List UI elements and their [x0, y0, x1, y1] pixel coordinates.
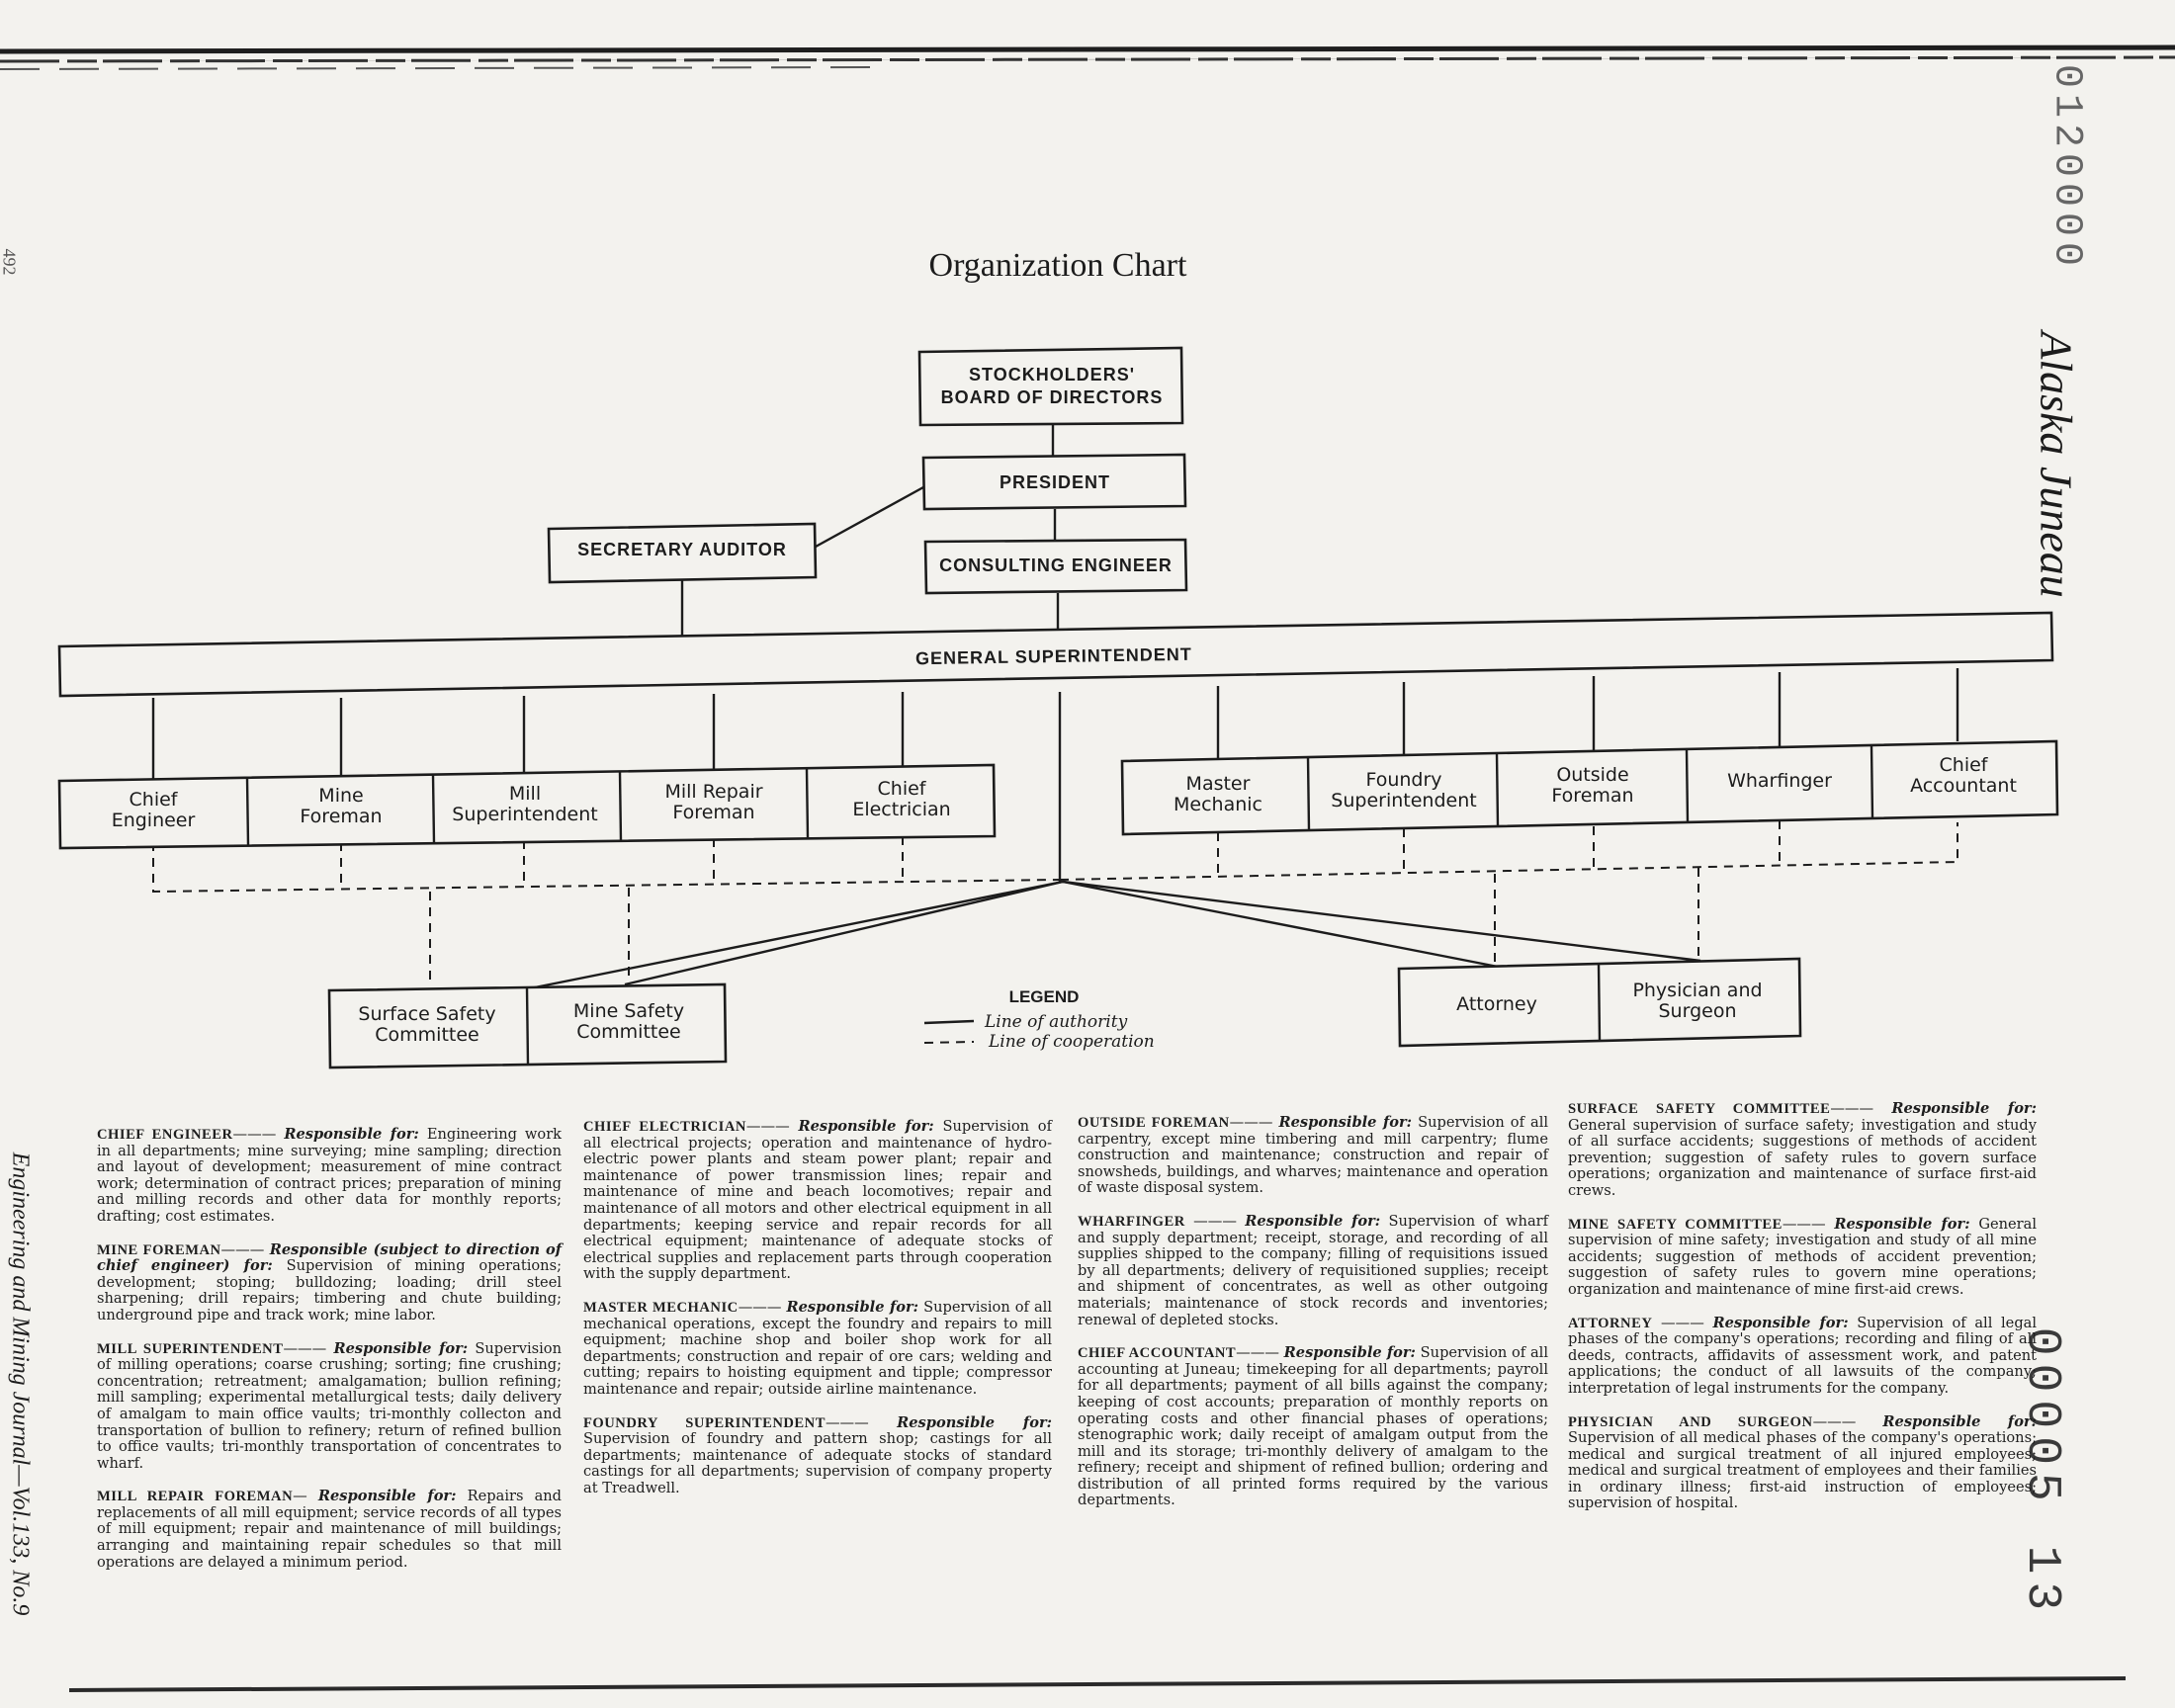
desc-chief-engineer: CHIEF ENGINEER——— Responsible for: Engineering work in all departments; mine surveying; mine sampling; direction and layout of development; measurement of mine contract work; determination of contract prices; preparation of mining and milling records and other data for monthly reports; drafting; cost estimates. [97, 1126, 563, 1225]
desc-mine-safety-committee: MINE SAFETY COMMITTEE——— Responsible for: General supervision of mine safety; investigation and study of all mine accidents; suggestion of methods of accident prevention; suggestion of safety rules to govern mine operations; organization and maintenance of mine first-aid crews. [1568, 1215, 2038, 1298]
text-column-4 [1568, 1101, 2037, 1529]
mill-repair-foreman-label-1: Mill Repair [664, 781, 763, 803]
desc-surface-safety-committee: SURFACE SAFETY COMMITTEE——— Responsible for: General supervision of surface safety; investigation and study of all surface accidents; suggestions of methods of accident prevention; suggestion of safety rules to govern surface operations; organization and maintenance of surface first-aid crews. [1568, 1100, 2038, 1199]
outside-foreman-label-1: Outside [1556, 764, 1629, 786]
journal-name: Alaska Juneau [2031, 331, 2082, 598]
chart-title: Organization Chart [928, 247, 1187, 284]
box-surface-safety-committee [358, 1003, 495, 1046]
scan-edge-bottom [69, 1678, 2126, 1690]
desc-mine-foreman: MINE FOREMAN——— Responsible (subject to direction of chief engineer) for: Supervision of mining operations; development; stoping; bulldozing; loading; drill steel sharpening; drill repairs; timbering and chute building; underground pipe and track work; mine labor. [97, 1240, 562, 1324]
mill-superintendent-label-2: Superintendent [452, 804, 598, 825]
box-master-mechanic [1174, 773, 1262, 815]
mill-repair-foreman-label-2: Foreman [672, 802, 755, 823]
desc-foundry-superintendent: FOUNDRY SUPERINTENDENT——— Responsible for: Supervision of foundry and pattern shop; castings for all departments; maintenance of adequate stocks of standard castings for all departments; supervision of company property at Treadwell. [583, 1413, 1053, 1496]
box-stockholders-board [919, 348, 1182, 425]
mine-safety-committee-label-2: Committee [576, 1021, 681, 1043]
desc-chief-electrician: CHIEF ELECTRICIAN——— Responsible for: Supervision of all electrical projects; operation and maintenance of hydro-electric power plants and steam power plant; repair and maintenance of power transmission lines; repair and maintenance of mine and beach locomotives; repair and maintenance of all motors and other electrical equipment in all departments; keeping service and repair records for all electrical equipment; maintenance of adequate stocks of electrical supplies and replacement parts through cooperation with the supply department. [583, 1118, 1052, 1283]
desc-master-mechanic: MASTER MECHANIC——— Responsible for: Supervision of all mechanical operations, except the foundry and repairs to mill equipment; machine shop and boiler shop work for all departments; construction and repair of ore cars; welding and cutting; repairs to hoisting equipment and tipple; compressor maintenance and repair; outside airline maintenance. [583, 1298, 1053, 1398]
desc-mill-repair-foreman: MILL REPAIR FOREMAN— Responsible for: Repairs and replacements of all mill equipment; service records of all types of mill equipment; repair and maintenance of mill buildings; arranging and maintaining repair schedules so that mill operations are delayed a minimum period. [97, 1488, 563, 1571]
text-column-3 [1078, 1115, 1548, 1526]
box-outside-foreman [1551, 764, 1633, 807]
outside-foreman-label-2: Foreman [1551, 785, 1634, 807]
surface-safety-committee-label-1: Surface Safety [358, 1003, 496, 1025]
surface-safety-committee-label-2: Committee [375, 1024, 479, 1046]
box-mine-safety-committee [573, 1000, 684, 1043]
stockholders-label-1: STOCKHOLDERS' [969, 365, 1135, 384]
master-mechanic-label-1: Master [1185, 773, 1251, 795]
desc-chief-accountant: CHIEF ACCOUNTANT——— Responsible for: Supervision of all accounting at Juneau; timekeeping for all departments; payroll for all departments; payment of all bills against the company; keeping of cost accounts; preparation of monthly reports on operating costs and other financial phases of operations; stenographic work; daily receipt of amalgam output from the mill and its storage; tri-monthly delivery of amalgam to the refinery; receipt and shipment of refined bullion; ordering and distribution of all printed forms required by the various departments. [1078, 1344, 1548, 1509]
chief-accountant-label-2: Accountant [1910, 775, 2017, 797]
desc-attorney: ATTORNEY ——— Responsible for: Supervision of all legal phases of the company's operations; recording and filing of all deeds, contracts, affidavits of assessment work, and patent applications; the conduct of all lawsuits of the company; interpretation of legal instruments for the company. [1568, 1314, 2038, 1397]
foundry-superintendent-label-1: Foundry [1365, 769, 1442, 791]
authority-lines [153, 425, 1958, 1023]
legend-authority-label: Line of authority [985, 1012, 1128, 1032]
physician-surgeon-label-2: Surgeon [1658, 1000, 1737, 1022]
page-number: 492 [0, 248, 20, 276]
desc-outside-foreman: OUTSIDE FOREMAN——— Responsible for: Supervision of all carpentry, except mine timbering and mill carpentry; flume construction and maintenance; construction and repair of snowsheds, buildings, and wharves; maintenance and operation of waste disposal system. [1078, 1114, 1549, 1197]
text-column-2 [583, 1119, 1052, 1513]
legend-cooperation-label: Line of cooperation [989, 1032, 1155, 1052]
chief-electrician-label-1: Chief [877, 778, 926, 800]
box-mill-repair-foreman [664, 781, 762, 823]
mine-foreman-label-1: Mine [318, 785, 364, 807]
box-consulting-engineer [925, 540, 1186, 593]
box-secretary-auditor [549, 524, 816, 582]
mine-safety-committee-label-1: Mine Safety [572, 1000, 685, 1022]
physician-surgeon-label-1: Physician and [1632, 980, 1763, 1001]
chief-electrician-label-2: Electrician [852, 799, 951, 820]
chief-engineer-label-1: Chief [129, 789, 178, 811]
chief-engineer-label-2: Engineer [111, 810, 196, 831]
box-wharfinger [1727, 770, 1832, 792]
consulting-engineer-label: CONSULTING ENGINEER [939, 555, 1173, 575]
mine-foreman-label-2: Foreman [300, 806, 383, 827]
legend-title: LEGEND [1008, 987, 1080, 1006]
chief-accountant-label-1: Chief [1939, 754, 1988, 776]
master-mechanic-label-2: Mechanic [1174, 794, 1262, 815]
journal-source: Engineering and Mining Journal—Vol.133, No.9 [7, 1152, 34, 1616]
archive-stamp-top: 0120000 [2044, 63, 2089, 273]
stockholders-label-2: BOARD OF DIRECTORS [940, 387, 1164, 407]
text-column-1 [97, 1127, 562, 1587]
desc-physician-surgeon: PHYSICIAN AND SURGEON——— Responsible for: Supervision of all medical phases of the company's operations; medical and surgical treatment of all injured employees; medical and surgical treatment of employees and their families in ordinary illness; first-aid instruction of employees; supervision of hospital. [1568, 1412, 2037, 1512]
desc-mill-superintendent: MILL SUPERINTENDENT——— Responsible for: Supervision of milling operations; coarse crushing; sorting; fine crushing; concentration; retreatment; amalgamation; bullion refining; mill sampling; experimental metallurgical tests; daily delivery of amalgam to main office vaults; tri-monthly collecton and transportation of bullion to refinery; return of refined bullion to office vaults; tri-monthly transportation of concentrates to wharf. [97, 1339, 562, 1472]
legend [984, 987, 1155, 1052]
general-superintendent-label: GENERAL SUPERINTENDENT [914, 643, 1192, 669]
box-attorney [1456, 993, 1537, 1015]
archive-stamp-bottom: 00005 13 [2015, 1326, 2068, 1619]
secretary-auditor-label: SECRETARY AUDITOR [577, 540, 787, 559]
mill-superintendent-label-1: Mill [508, 783, 542, 805]
foundry-superintendent-label-2: Superintendent [1331, 790, 1477, 811]
attorney-label: Attorney [1456, 993, 1537, 1015]
president-label: PRESIDENT [999, 472, 1111, 492]
wharfinger-label: Wharfinger [1727, 770, 1832, 792]
box-general-superintendent [59, 613, 2052, 696]
desc-wharfinger: WHARFINGER ——— Responsible for: Supervision of wharf and supply department; receipt, storage, and recording of all supplies shipped to the company; filling of requisitions issued by all departments; delivery of requisitioned supplies; receipt and shipment of concentrates, as well as other outgoing materials; maintenance of stock records and inventories; renewal of depleted stocks. [1078, 1212, 1549, 1328]
box-president [923, 455, 1185, 509]
